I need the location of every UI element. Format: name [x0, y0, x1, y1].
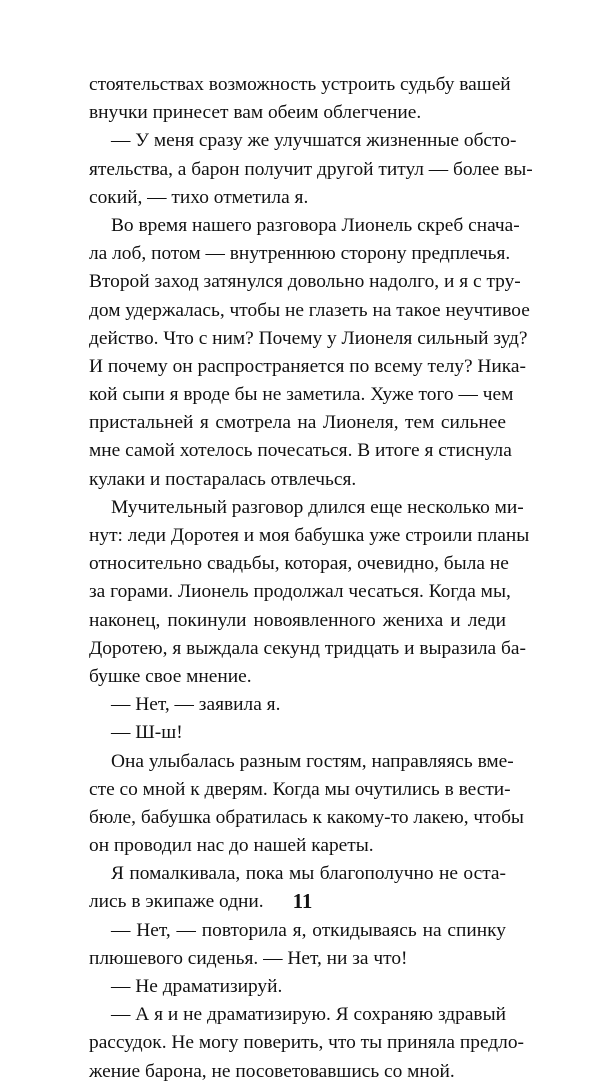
text-line: — Нет, — заявила я.	[111, 694, 281, 716]
text-line: Я помалкивала, пока мы благополучно не оста-	[111, 863, 506, 885]
text-line: за горами. Лионель продолжал чесаться. Когда мы,	[89, 581, 511, 603]
text-line: ятельства, а барон получит другой титул — более вы-	[89, 158, 533, 180]
text-line: внучки принесет вам обеим облегчение.	[89, 102, 422, 124]
text-line: пристальней я смотрела на Лионеля, тем сильнее	[89, 412, 506, 434]
text-line: кой сыпи я вроде бы не заметила. Хуже того — чем	[89, 384, 514, 406]
text-line: сте со мной к дверям. Когда мы очутились в вести-	[89, 778, 511, 800]
text-line: — Ш-ш!	[111, 722, 183, 744]
text-line: Во время нашего разговора Лионель скреб снача-	[111, 214, 520, 236]
text-line: — А я и не драматизирую. Я сохраняю здравый	[111, 1004, 506, 1026]
text-line: бюле, бабушка обратилась к какому-то лакею, чтобы	[89, 806, 524, 828]
text-line: нут: леди Доротея и моя бабушка уже строили планы	[89, 525, 530, 546]
text-line: бушке свое мнение.	[89, 665, 252, 687]
text-line: рассудок. Не могу поверить, что ты приняла предло-	[89, 1032, 524, 1054]
text-line: — У меня сразу же улучшатся жизненные обсто-	[111, 130, 517, 152]
text-line: жение барона, не посоветовавшись со мной.	[89, 1060, 455, 1082]
text-line: наконец, покинули новоявленного жениха и леди	[89, 609, 506, 631]
text-line: Она улыбалась разным гостям, направляясь вме-	[111, 750, 514, 772]
text-line: Доротею, я выждала секунд тридцать и выразила ба-	[89, 637, 526, 659]
text-line: Мучительный разговор длился еще несколько ми-	[111, 496, 524, 518]
page-number: 11	[292, 889, 313, 913]
text-line: плюшевого сиденья. — Нет, ни за что!	[89, 947, 408, 969]
text-line: сокий, — тихо отметила я.	[89, 186, 309, 208]
text-line: дом удержалась, чтобы не глазеть на такое неучтивое	[89, 299, 530, 321]
text-line: И почему он распространяется по всему телу? Ника-	[89, 355, 526, 377]
text-line: относительно свадьбы, которая, очевидно, была не	[89, 553, 509, 575]
text-line: стоятельствах возможность устроить судьбу вашей	[89, 74, 511, 95]
text-line: — Не драматизируй.	[111, 976, 283, 997]
text-line: он проводил нас до нашей кареты.	[89, 835, 374, 857]
text-line: — Нет, — повторила я, откидываясь на спинку	[111, 919, 506, 941]
text-line: Второй заход затянулся довольно надолго, и я с тру-	[89, 271, 521, 293]
text-line: ла лоб, потом — внутреннюю сторону предплечья.	[89, 243, 511, 265]
text-line: действо. Что с ним? Почему у Лионеля сильный зуд?	[89, 327, 528, 349]
text-line: кулаки и постаралась отвлечься.	[89, 468, 357, 490]
body-text	[89, 71, 533, 1086]
text-line: мне самой хотелось почесаться. В итоге я стиснула	[89, 440, 512, 462]
text-line: лись в экипаже одни.	[89, 891, 264, 913]
